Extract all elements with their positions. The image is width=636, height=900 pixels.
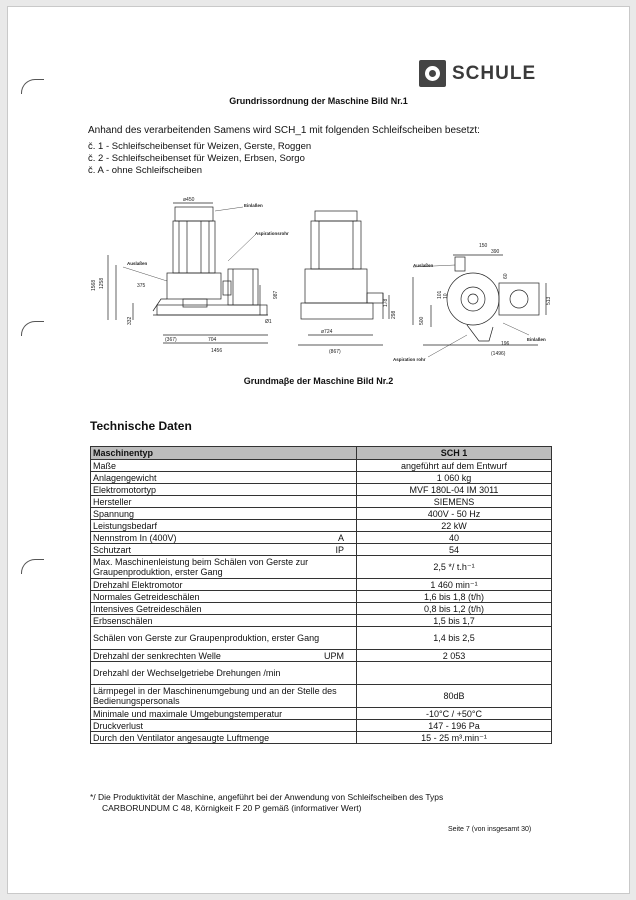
header-label: Maschinentyp: [91, 447, 357, 460]
row-label: Elektromotortyp: [93, 484, 157, 495]
row-value: [357, 662, 552, 685]
table-row: [91, 720, 552, 732]
drawing-title-2: Grundmaβe der Maschine Bild Nr.2: [243, 376, 394, 386]
list-item: č. 2 - Schleifscheibenset für Weizen, Erbsen, Sorgo: [88, 153, 305, 164]
row-label-cell: [91, 662, 357, 685]
header-value: SCH 1: [357, 447, 552, 460]
row-unit: IP: [335, 544, 344, 555]
punch-hole-mark: [21, 559, 44, 574]
row-label-cell: [91, 520, 357, 532]
dim-label: 332: [127, 316, 133, 325]
row-label-cell: [91, 508, 357, 520]
row-value: 1 460 min⁻¹: [357, 579, 552, 591]
row-label-cell: [91, 496, 357, 508]
row-value: 2 053: [357, 650, 552, 662]
row-value: 1,6 bis 1,8 (t/h): [357, 591, 552, 603]
row-label: Max. Maschinenleistung beim Schälen von Gerste zur Graupenproduktion, erster Gang: [93, 557, 309, 577]
dim-label: 375: [137, 283, 146, 289]
row-label-cell: [91, 603, 357, 615]
row-label: Leistungsbedarf: [93, 520, 158, 531]
row-label-cell: [91, 460, 357, 472]
row-value: SIEMENS: [357, 496, 552, 508]
row-label: Intensives Getreideschälen: [93, 603, 202, 614]
table-header-row: [91, 447, 552, 460]
drawing-title-1: Grundrissordnung der Maschine Bild Nr.1: [229, 96, 408, 106]
dim-label: 178: [383, 298, 389, 307]
table-row: [91, 650, 552, 662]
table-row: [91, 460, 552, 472]
row-unit: A: [337, 532, 344, 543]
row-value: 1 060 kg: [357, 472, 552, 484]
row-label-cell: [91, 685, 357, 708]
dim-label: 987: [273, 290, 279, 299]
row-label-cell: [91, 484, 357, 496]
table-row: [91, 591, 552, 603]
row-label-cell: [91, 532, 357, 544]
table-row: [91, 615, 552, 627]
document-page: [7, 6, 630, 894]
table-row: [91, 627, 552, 650]
dim-label: 704: [208, 337, 217, 343]
row-value: 22 kW: [357, 520, 552, 532]
dim-label: 10: [443, 293, 449, 299]
table-row: [91, 544, 552, 556]
footnote-line: */ Die Produktivität der Maschine, angeführt bei der Anwendung von Schleifscheiben des Typs: [90, 792, 444, 802]
row-value: 147 - 196 Pa: [357, 720, 552, 732]
dim-label: ø724: [321, 329, 333, 335]
row-label: Lärmpegel in der Maschinenumgebung und an der Stelle des Bedienungspersonals: [93, 686, 337, 706]
row-label-cell: [91, 544, 357, 556]
row-value: 15 - 25 m³.min⁻¹: [357, 732, 552, 744]
part-label-auslass: Auslaßen: [413, 263, 434, 268]
part-label-aspiration: Aspiration rohr: [393, 357, 426, 362]
company-logo: [419, 60, 536, 87]
row-value: 0,8 bis 1,2 (t/h): [357, 603, 552, 615]
part-label-einlass: Einlaßen: [244, 203, 263, 208]
row-label-cell: [91, 472, 357, 484]
row-label-cell: [91, 615, 357, 627]
dim-label: (367): [165, 337, 177, 343]
dim-label: 1258: [99, 277, 105, 289]
dim-label: 390: [491, 249, 500, 255]
row-label: Drehzahl Elektromotor: [93, 579, 183, 590]
table-row: [91, 520, 552, 532]
footnote: [90, 792, 554, 814]
dim-label: 196: [501, 341, 510, 347]
section-title: Technische Daten: [90, 419, 192, 433]
intro-text: Anhand des verarbeitenden Samens wird SCH_1 mit folgenden Schleifscheiben besetzt:: [88, 125, 480, 136]
page-number: Seite 7 (von insgesamt 30): [448, 826, 532, 833]
row-value: 2,5 */ t.h⁻¹: [357, 556, 552, 579]
dim-label: 1456: [211, 348, 223, 354]
row-label: Hersteller: [93, 496, 132, 507]
schule-logo-icon: [419, 60, 446, 87]
list-item: č. 1 - Schleifscheibenset für Weizen, Gerste, Roggen: [88, 141, 312, 152]
row-value: 54: [357, 544, 552, 556]
row-value: 1,5 bis 1,7: [357, 615, 552, 627]
row-label-cell: [91, 650, 357, 662]
row-label-cell: [91, 591, 357, 603]
brand-name: SCHULE: [452, 62, 537, 84]
table-row: [91, 708, 552, 720]
part-label-auslass: Auslaßen: [127, 261, 148, 266]
row-label: Erbsenschälen: [93, 615, 153, 626]
table-row: [91, 662, 552, 685]
row-label: Maße: [93, 460, 117, 471]
row-label: Drehzahl der senkrechten Welle: [93, 650, 221, 661]
table-row: [91, 603, 552, 615]
table-row: [91, 532, 552, 544]
row-label: Schutzart: [93, 544, 132, 555]
part-label-einlass: Einlaßen: [527, 337, 546, 342]
table-row: [91, 685, 552, 708]
machine-drawing: [83, 195, 553, 370]
punch-hole-mark: [21, 321, 44, 336]
technical-data-table: [90, 446, 552, 744]
row-label: Durch den Ventilator angesaugte Luftmenge: [93, 732, 270, 743]
footnote-line: CARBORUNDUM C 48, Körnigkeit F 20 P gemäß (informativer Wert): [102, 803, 362, 813]
table-row: [91, 508, 552, 520]
dim-label: Ø1: [265, 319, 272, 325]
row-label: Drehzahl der Wechselgetriebe Drehungen /min: [93, 668, 281, 678]
row-label: Schälen von Gerste zur Graupenproduktion, erster Gang: [93, 633, 320, 643]
row-value: MVF 180L-04 IM 3011: [357, 484, 552, 496]
table-row: [91, 556, 552, 579]
row-label-cell: [91, 556, 357, 579]
row-label: Nennstrom In (400V): [93, 532, 177, 543]
row-value: 80dB: [357, 685, 552, 708]
dim-label: 1568: [91, 279, 97, 291]
row-value: 1,4 bis 2,5: [357, 627, 552, 650]
row-unit: UPM: [324, 650, 344, 661]
row-label: Druckverlust: [93, 720, 144, 731]
dim-label: 513: [546, 296, 552, 305]
dim-label: (867): [329, 349, 341, 355]
row-value: 400V - 50 Hz: [357, 508, 552, 520]
row-label-cell: [91, 720, 357, 732]
row-label: Spannung: [93, 508, 135, 519]
dim-label: 101: [437, 290, 443, 299]
dim-label: (1496): [491, 351, 506, 357]
row-label-cell: [91, 627, 357, 650]
dim-label: 60: [503, 273, 509, 279]
row-value: 40: [357, 532, 552, 544]
dim-label: 150: [479, 243, 488, 249]
list-item: č. A - ohne Schleifscheiben: [88, 165, 203, 176]
row-label-cell: [91, 579, 357, 591]
dim-label: 500: [419, 316, 425, 325]
table-row: [91, 484, 552, 496]
part-label-aspiration: Aspirationsrohr: [255, 231, 289, 236]
row-label: Normales Getreideschälen: [93, 591, 200, 602]
table-row: [91, 496, 552, 508]
table-row: [91, 732, 552, 744]
dim-label: 298: [391, 310, 397, 319]
row-value: angeführt auf dem Entwurf: [357, 460, 552, 472]
punch-hole-mark: [21, 79, 44, 94]
row-label-cell: [91, 708, 357, 720]
row-label-cell: [91, 732, 357, 744]
row-value: -10°C / +50°C: [357, 708, 552, 720]
table-row: [91, 579, 552, 591]
row-label: Anlagengewicht: [93, 472, 157, 483]
row-label: Minimale und maximale Umgebungstemperatur: [93, 708, 283, 719]
table-row: [91, 472, 552, 484]
dim-label: ø450: [183, 197, 195, 203]
